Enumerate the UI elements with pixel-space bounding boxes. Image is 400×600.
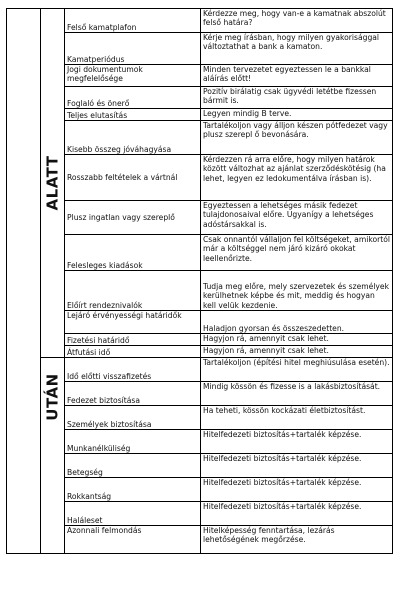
row-note: Csak onnantól vállaljon fel költségeket, amikortól már a költséggel nem járó kizáró okokat leellenőrizte. <box>201 235 393 271</box>
row-topic: Jogi dokumentumok megfelelősége <box>65 65 201 87</box>
row-note: Egyeztessen a lehetséges másik fedezet tulajdonosaival előre. Ugyanígy a lehetséges adóstársakkal is. <box>201 201 393 235</box>
row-note: Kérdezze meg, hogy van-e a kamatnak abszolút felső határa? <box>201 9 393 33</box>
row-topic: Felesleges kiadások <box>65 235 201 271</box>
row-topic: Azonnali felmondás <box>65 526 201 554</box>
row-note: Hagyjon rá, amennyit csak lehet. <box>201 346 393 358</box>
row-topic: Munkanélküliség <box>65 430 201 454</box>
row-note: Hitelképesség fenntartása, lezárás lehetőségének megőrzése. <box>201 526 393 554</box>
row-topic: Foglaló és önerő <box>65 87 201 109</box>
row-note: Pozitív birálatig csak ügyvédi letétbe fizessen bármit is. <box>201 87 393 109</box>
row-note: Minden tervezetet egyeztessen le a bankkal aláírás előtt! <box>201 65 393 87</box>
row-note: Hitelfedezeti biztosítás+tartalék képzése. <box>201 430 393 454</box>
row-note: Ha teheti, kössön kockázati életbiztosítást. <box>201 406 393 430</box>
section-label-utan: UTÁN <box>42 373 61 421</box>
row-topic: Plusz ingatlan vagy szereplő <box>65 201 201 235</box>
row-topic: Teljes elutasítás <box>65 109 201 121</box>
row-note: Hagyjon rá, amennyit csak lehet. <box>201 334 393 346</box>
row-note: Kérdezzen rá arra előre, hogy milyen határok között változhat az ajánlat szerződéskötésig (ha lehet, legyen ez ledokumentálva írásban is). <box>201 155 393 201</box>
section-utan-cell <box>41 358 65 554</box>
row-topic: Felső kamatplafon <box>65 9 201 33</box>
row-topic: Lejáró érvényességi határidők <box>65 311 201 334</box>
row-topic: Személyek biztosítása <box>65 406 201 430</box>
row-note: Hitelfedezeti biztosítás+tartalék képzése. <box>201 502 393 526</box>
row-topic: Kamatperiódus <box>65 33 201 65</box>
row-note: Tartalékoljon (építési hitel meghiúsulása esetén). <box>201 358 393 382</box>
margin-column <box>7 9 41 554</box>
row-note: Tartalékoljon vagy álljon készen pótfedezet vagy plusz szerepl ő bevonására. <box>201 121 393 155</box>
row-note: Haladjon gyorsan és összeszedetten. <box>201 311 393 334</box>
row-topic: Idő előtti visszafizetés <box>65 358 201 382</box>
row-note: Hitelfedezeti biztosítás+tartalék képzése. <box>201 478 393 502</box>
section-alatt-cell <box>41 9 65 358</box>
row-note: Legyen mindig B terve. <box>201 109 393 121</box>
section-label-alatt: ALATT <box>42 155 61 211</box>
row-topic: Fedezet biztosítása <box>65 382 201 406</box>
row-note: Tudja meg előre, mely szervezetek és személyek kerülhetnek képbe és mit, meddig és hogyan kell velük kezdenie. <box>201 271 393 311</box>
row-topic: Rosszabb feltételek a vártnál <box>65 155 201 201</box>
row-topic: Átfutási idő <box>65 346 201 358</box>
row-note: Hitelfedezeti biztosítás+tartalék képzése. <box>201 454 393 478</box>
row-topic: Betegség <box>65 454 201 478</box>
row-note: Kérje meg írásban, hogy milyen gyakorisággal változtathat a bank a kamaton. <box>201 33 393 65</box>
row-topic: Fizetési határidő <box>65 334 201 346</box>
checklist-table <box>6 8 393 554</box>
table-row <box>7 9 393 33</box>
row-note: Mindig kössön és fizesse is a lakásbiztosítását. <box>201 382 393 406</box>
row-topic: Haláleset <box>65 502 201 526</box>
row-topic: Előírt rendeznivalók <box>65 271 201 311</box>
row-topic: Kisebb összeg jóváhagyása <box>65 121 201 155</box>
table-row <box>7 358 393 382</box>
row-topic: Rokkantság <box>65 478 201 502</box>
